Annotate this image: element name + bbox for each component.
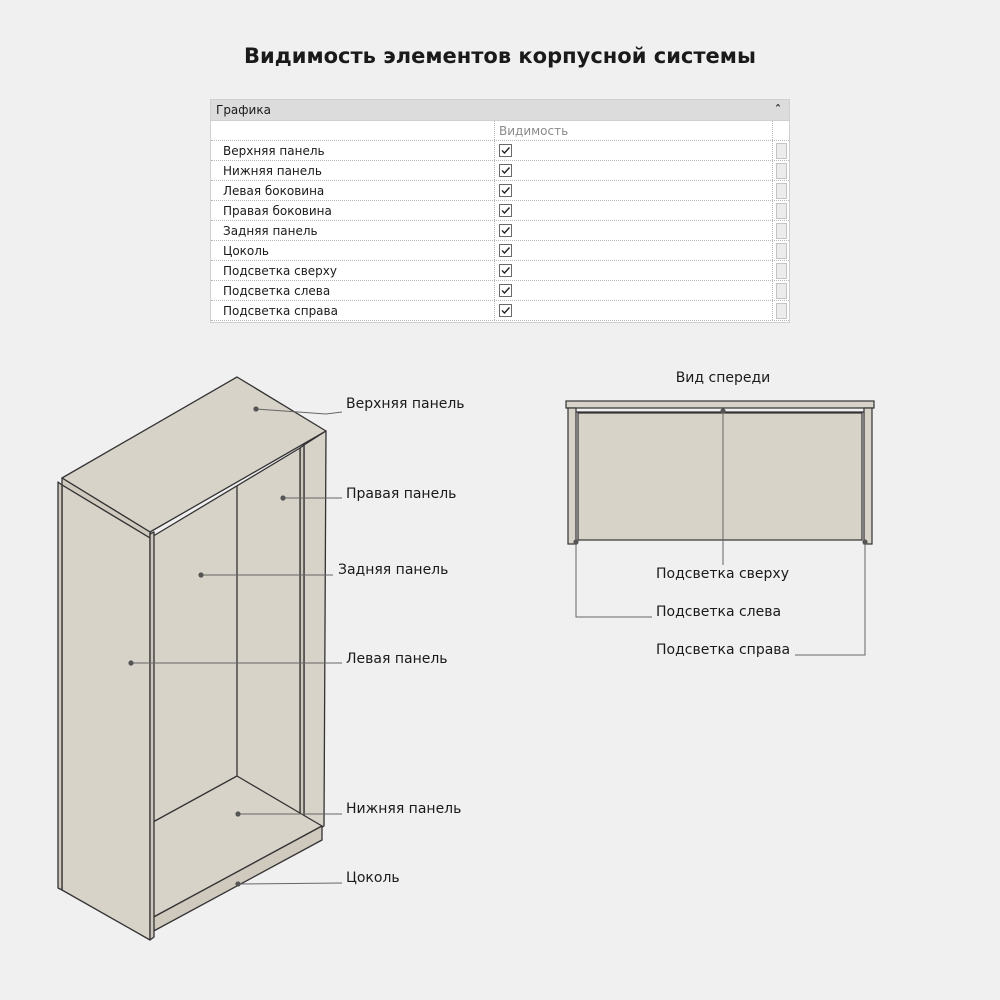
property-label: Цоколь — [211, 241, 495, 260]
section-header-label: Графика — [216, 103, 271, 117]
property-label: Подсветка слева — [211, 281, 495, 300]
dot-light-left — [573, 539, 578, 544]
label-bottom-panel: Нижняя панель — [346, 801, 462, 817]
leader-plinth — [238, 883, 342, 884]
page-title: Видимость элементов корпусной системы — [244, 44, 756, 68]
dot-plinth — [235, 881, 240, 886]
column-header-visibility: Видимость — [495, 121, 773, 140]
label-light-top: Подсветка сверху — [656, 566, 789, 582]
property-label: Задняя панель — [211, 221, 495, 240]
dot-top — [253, 406, 258, 411]
front-right-panel — [864, 408, 872, 544]
dot-bottom — [235, 811, 240, 816]
label-left-panel: Левая панель — [346, 651, 448, 667]
property-label: Левая боковина — [211, 181, 495, 200]
dot-right — [280, 495, 285, 500]
property-label: Подсветка сверху — [211, 261, 495, 280]
iso-left-panel-front — [150, 532, 154, 940]
iso-cabinet — [58, 377, 326, 940]
property-label: Подсветка справа — [211, 301, 495, 320]
dot-light-right — [862, 539, 867, 544]
leader-light-left — [576, 542, 652, 617]
dot-light-top — [720, 408, 725, 413]
property-label: Верхняя панель — [211, 141, 495, 160]
front-view — [566, 401, 874, 544]
property-label: Нижняя панель — [211, 161, 495, 180]
front-back-panel — [578, 413, 862, 540]
label-plinth: Цоколь — [346, 870, 400, 886]
label-light-right: Подсветка справа — [656, 642, 791, 658]
label-light-left: Подсветка слева — [656, 604, 782, 620]
dot-left — [128, 660, 133, 665]
iso-left-panel — [62, 485, 150, 940]
label-top-panel: Верхняя панель — [346, 396, 465, 412]
label-right-panel: Правая панель — [346, 486, 457, 502]
front-top-panel — [566, 401, 874, 408]
dot-back — [198, 572, 203, 577]
iso-left-panel-edge — [58, 482, 62, 890]
front-left-panel — [568, 408, 576, 544]
label-back-panel: Задняя панель — [338, 562, 449, 578]
iso-right-panel — [304, 431, 326, 838]
front-view-title: Вид спереди — [675, 370, 771, 386]
leader-light-right — [795, 542, 865, 655]
property-label: Правая боковина — [211, 201, 495, 220]
collapse-chevron-icon[interactable]: ˆ — [775, 103, 781, 117]
